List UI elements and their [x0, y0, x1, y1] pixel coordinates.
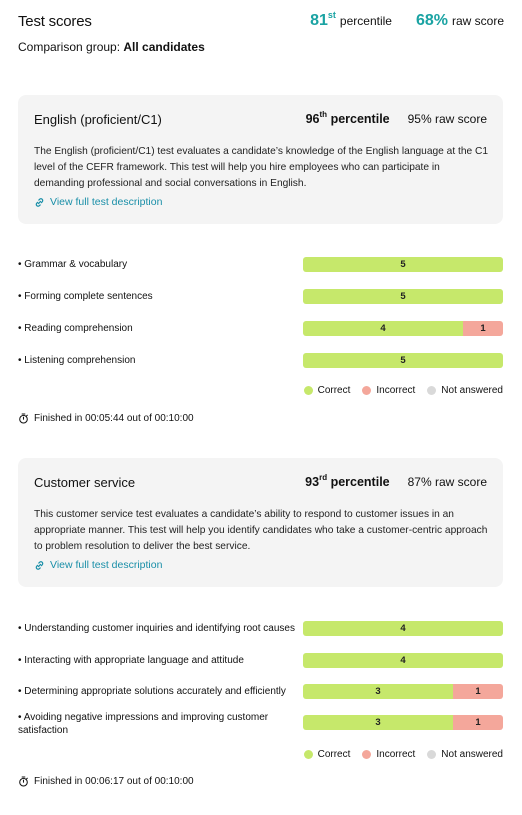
legend-not-answered-label: Not answered: [441, 385, 503, 396]
legend-correct: [304, 385, 351, 396]
legend: [304, 385, 503, 396]
test-title: English (proficient/C1): [34, 112, 162, 127]
skill-row: [18, 353, 503, 368]
test-scores-header: [18, 12, 504, 58]
finished-time-label: Finished in 00:06:17 out of 00:10:00: [34, 776, 194, 787]
page-title: Test scores: [18, 13, 92, 30]
skill-bar: [303, 257, 503, 272]
incorrect-dot-icon: [362, 750, 371, 759]
correct-segment: 5: [303, 257, 503, 272]
skill-label: • Avoiding negative impressions and improving customer satisfaction: [18, 712, 269, 736]
test-title: Customer service: [34, 475, 136, 490]
legend-incorrect-label: Incorrect: [376, 749, 416, 760]
view-test-description-link[interactable]: [34, 559, 162, 571]
overall-percentile-value: 81: [310, 12, 328, 29]
test-card-customer-service: [18, 458, 503, 587]
correct-segment: 3: [303, 684, 453, 699]
legend-incorrect-label: Incorrect: [376, 385, 416, 396]
link-icon: [34, 197, 45, 208]
test-description: This customer service test evaluates a candidate’s ability to respond to customer issues in an appropriate manner. This test will help you identify candidates who take a customer-centric approach to problem resolution to deliver the best service.: [34, 509, 488, 552]
overall-raw-score: [416, 12, 504, 30]
skill-bar: [303, 353, 503, 368]
overall-raw-value: 68%: [415, 12, 448, 29]
test-stats: [306, 112, 487, 126]
skill-row: [18, 321, 503, 336]
skill-label: • Listening comprehension: [18, 355, 136, 366]
skill-row: [18, 684, 503, 699]
incorrect-segment: 1: [453, 684, 503, 699]
overall-percentile-suffix: st: [327, 10, 336, 20]
test-percentile: [306, 112, 390, 126]
overall-percentile: [310, 12, 392, 30]
legend-not-answered: [427, 385, 503, 396]
skill-label: • Reading comprehension: [18, 323, 133, 334]
skill-bar: [303, 289, 503, 304]
skill-row: [18, 257, 503, 272]
correct-segment: 4: [303, 321, 463, 336]
skill-row: [18, 621, 503, 636]
finished-time: [18, 413, 194, 424]
test-percentile-value: 96: [305, 112, 320, 126]
skill-label: • Interacting with appropriate language and attitude: [18, 655, 244, 666]
correct-segment: 4: [303, 653, 503, 668]
skills-customer-service: [18, 621, 503, 771]
test-percentile: [305, 475, 389, 489]
test-percentile-label: percentile: [330, 475, 390, 489]
view-test-description-link[interactable]: [34, 196, 162, 208]
skill-label: • Understanding customer inquiries and identifying root causes: [18, 623, 295, 634]
overall-raw-label: raw score: [451, 14, 504, 28]
test-percentile-value: 93: [305, 475, 320, 489]
correct-segment: 3: [303, 715, 453, 730]
test-description: The English (proficient/C1) test evaluates a candidate’s knowledge of the English language at the C1 level of the CEFR framework. This test will help you hire employees who can participate in demanding professional and social conversations in English.: [34, 146, 489, 189]
legend-correct-label: Correct: [317, 385, 351, 396]
incorrect-segment: 1: [453, 715, 503, 730]
stopwatch-icon: [18, 776, 29, 787]
correct-segment: 5: [303, 289, 503, 304]
skills-english: [18, 257, 503, 407]
skill-label: • Grammar & vocabulary: [18, 259, 128, 270]
skill-label: • Determining appropriate solutions accurately and efficiently: [18, 686, 286, 697]
view-test-description-label: View full test description: [50, 196, 163, 208]
comparison-group-value: All candidates: [123, 40, 205, 54]
finished-time: [18, 776, 194, 787]
comparison-group-label: Comparison group:: [18, 40, 124, 54]
test-raw-score: 95% raw score: [407, 112, 487, 126]
view-test-description-label: View full test description: [50, 559, 163, 571]
not-answered-dot-icon: [427, 750, 436, 759]
test-raw-score: 87% raw score: [407, 475, 487, 489]
overall-stats: [310, 12, 504, 30]
test-stats: [305, 475, 487, 489]
legend-correct-label: Correct: [317, 749, 351, 760]
link-icon: [34, 560, 45, 571]
skill-bar: [303, 321, 503, 336]
not-answered-dot-icon: [427, 386, 436, 395]
skill-row: [18, 712, 503, 745]
skill-label: • Forming complete sentences: [18, 291, 153, 302]
overall-percentile-label: percentile: [339, 14, 392, 28]
legend-not-answered: [427, 749, 503, 760]
test-percentile-suffix: rd: [319, 473, 328, 482]
comparison-group: [18, 40, 205, 54]
skill-row: [18, 653, 503, 668]
legend-incorrect: [362, 385, 415, 396]
incorrect-dot-icon: [362, 386, 371, 395]
test-percentile-label: percentile: [330, 112, 390, 126]
test-card-english: [18, 95, 503, 224]
skill-bar: [303, 621, 503, 636]
stopwatch-icon: [18, 413, 29, 424]
legend: [304, 749, 503, 760]
test-percentile-suffix: th: [319, 110, 328, 119]
correct-dot-icon: [304, 750, 313, 759]
finished-time-label: Finished in 00:05:44 out of 00:10:00: [34, 413, 194, 424]
skill-row: [18, 289, 503, 304]
skill-bar: [303, 653, 503, 668]
skill-bar: [303, 684, 503, 699]
correct-dot-icon: [304, 386, 313, 395]
legend-not-answered-label: Not answered: [441, 749, 503, 760]
correct-segment: 4: [303, 621, 503, 636]
legend-incorrect: [362, 749, 415, 760]
skill-bar: [303, 715, 503, 730]
correct-segment: 5: [303, 353, 503, 368]
legend-correct: [304, 749, 351, 760]
incorrect-segment: 1: [463, 321, 503, 336]
